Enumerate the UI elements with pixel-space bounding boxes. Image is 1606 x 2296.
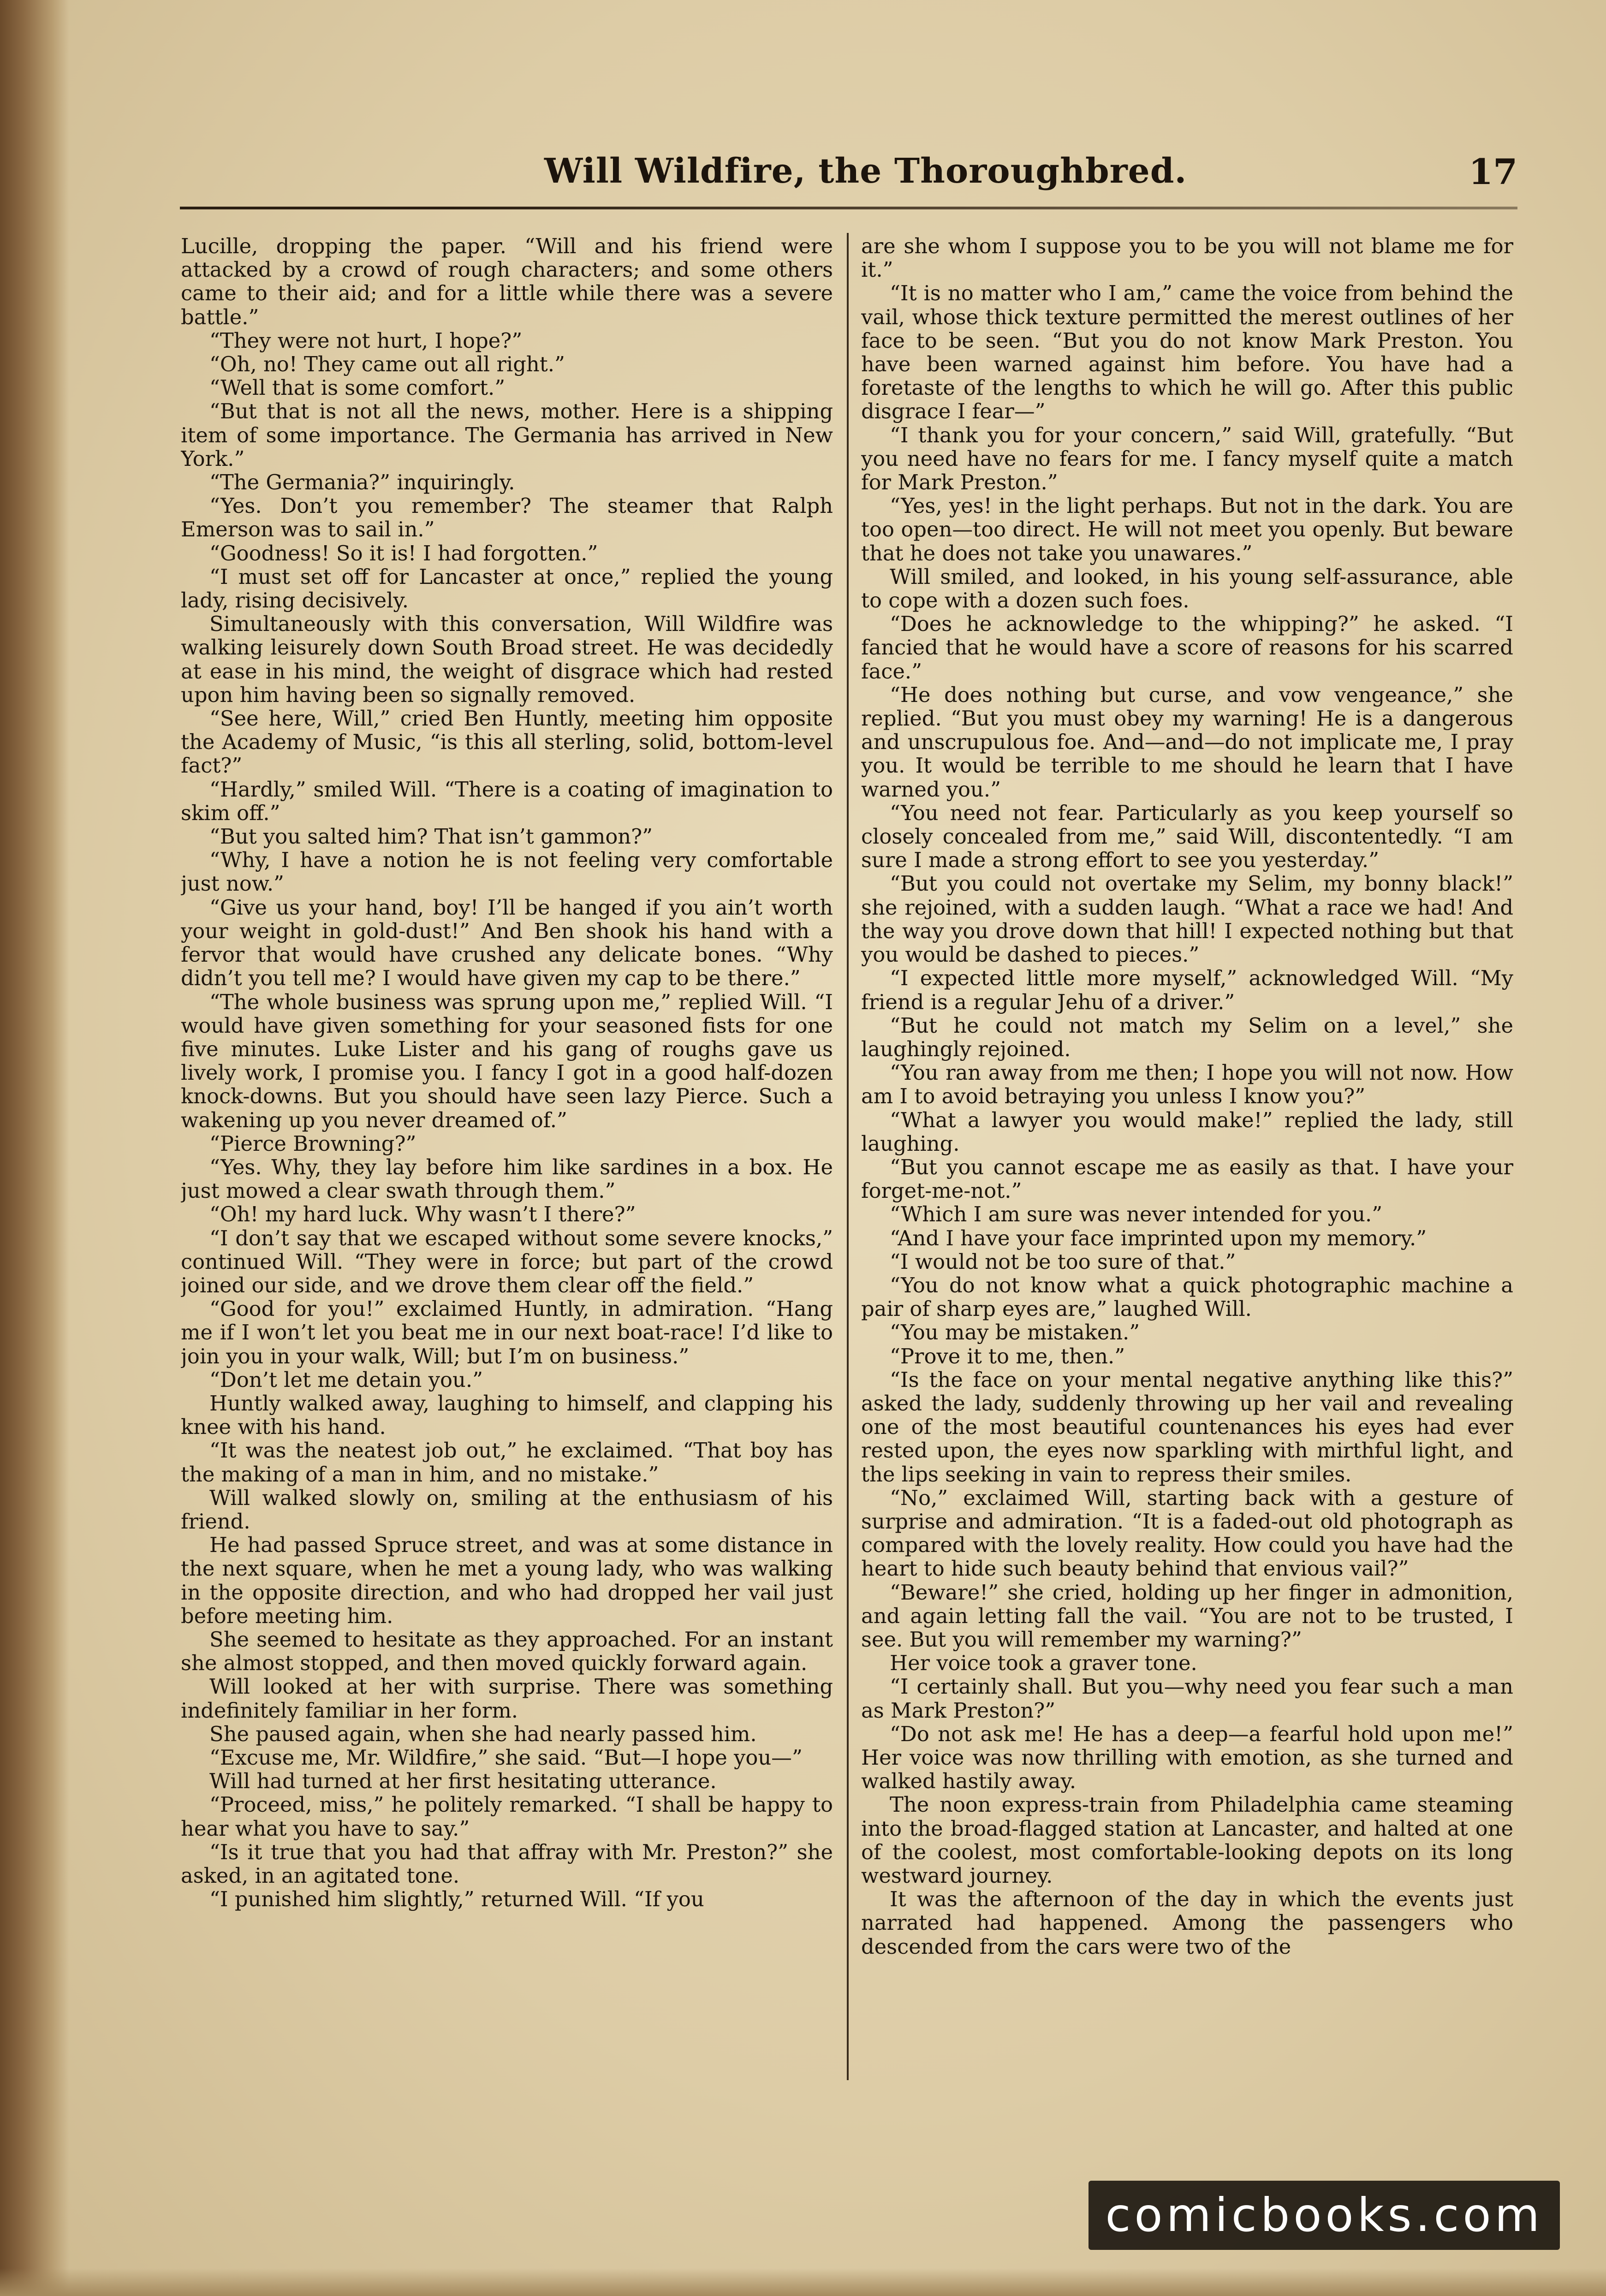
paragraph: “Don’t let me detain you.”: [209, 1367, 483, 1392]
paragraph: “I would not be too sure of that.”: [890, 1249, 1236, 1274]
paragraph: “You need not fear. Particularly as you keep yourself so closely concealed from me,” said Will, discontentedly. “I am sure I made a strong effort to see you yesterday.”: [861, 800, 1513, 873]
paragraph: Huntly walked away, laughing to himself, and clapping his knee with his hand.: [181, 1391, 833, 1439]
paragraph: Will had turned at her first hesitating utterance.: [209, 1769, 717, 1794]
paragraph: “Do not ask me! He has a deep—a fearful hold upon me!” Her voice was now thrilling with emotion, as she turned and walked hastily away.: [861, 1721, 1513, 1794]
paragraph: “Oh, no! They came out all right.”: [209, 352, 565, 377]
site-watermark: comicbooks.com: [1089, 2181, 1560, 2250]
paragraph: “I thank you for your concern,” said Will, gratefully. “But you need have no fears for me. I fancy myself quite a match for Mark Preston.”: [861, 422, 1513, 495]
paragraph: The noon express-train from Philadelphia came steaming into the broad-flagged station at Lancaster, and halted at one of the coolest, most comfortable-looking depots on its long westward journey.: [861, 1792, 1513, 1888]
paragraph: “But you salted him? That isn’t gammon?”: [209, 824, 653, 849]
paragraph: “Give us your hand, boy! I’ll be hanged if you ain’t worth your weight in gold-dust!” And Ben shook his hand with a fervor that would have crushed any delicate bones. “Why didn’t you tell me? I would have given my cap to be there.”: [181, 895, 833, 991]
paragraph: “But that is not all the news, mother. Here is a shipping item of some importance. The Germania has arrived in New York.”: [181, 399, 833, 471]
paragraph: “I certainly shall. But you—why need you fear such a man as Mark Preston?”: [861, 1674, 1513, 1723]
paragraph: “Pierce Browning?”: [209, 1131, 416, 1156]
paragraph: It was the afternoon of the day in which the events just narrated had happened. Among the passengers who descended from the cars were two of the: [861, 1887, 1513, 1959]
paragraph: “I don’t say that we escaped without some severe knocks,” continued Will. “They were in force; but part of the crowd joined our side, and we drove them clear off the field.”: [181, 1225, 833, 1297]
paragraph: “Well that is some comfort.”: [209, 375, 506, 400]
paragraph: “Which I am sure was never intended for you.”: [890, 1202, 1383, 1227]
paragraph: “Beware!” she cried, holding up her finger in admonition, and again letting fall the vail. “You are not to be trusted, I see. But you will remember my warning?”: [861, 1580, 1513, 1652]
paragraph: “You do not know what a quick photographic machine a pair of sharp eyes are,” laughed Will.: [861, 1273, 1513, 1321]
paragraph: “Yes, yes! in the light perhaps. But not in the dark. You are too open—too direct. He will not meet you openly. But beware that he does not take you unawares.”: [861, 494, 1513, 565]
paragraph: “It is no matter who I am,” came the voice from behind the vail, whose thick texture permitted the merest outlines of her face to be seen. “But you do not know Mark Preston. You have been warned against him before. You have had a foretaste of the lengths to which he will go. After this public disgrace I fear—”: [861, 281, 1513, 424]
paragraph: “Is the face on your mental negative anything like this?” asked the lady, suddenly throwing up her vail and revealing one of the most beautiful countenances his eyes had ever rested upon, the eyes now sparkling with mirthful light, and the lips seeking in vain to repress their smiles.: [861, 1367, 1513, 1487]
page-number: 17: [1469, 151, 1517, 192]
paragraph: “I punished him slightly,” returned Will. “If you: [209, 1887, 704, 1912]
paragraph: “I must set off for Lancaster at once,” replied the young lady, rising decisively.: [181, 564, 833, 613]
paragraph: She paused again, when she had nearly passed him.: [209, 1721, 757, 1746]
header-rule: [180, 207, 1517, 209]
paragraph: “The whole business was sprung upon me,” replied Will. “I would have given something for your seasoned fists for one five minutes. Luke Lister and his gang of roughs gave us lively work, I promise you. I fancy I got in a good half-dozen knock-downs. But you should have seen lazy Pierce. Such a wakening up you never dreamed of.”: [181, 989, 833, 1132]
paragraph: “But he could not match my Selim on a level,” she laughingly rejoined.: [861, 1013, 1513, 1061]
paragraph: “Hardly,” smiled Will. “There is a coating of imagination to skim off.”: [181, 777, 833, 825]
paragraph: “No,” exclaimed Will, starting back with a gesture of surprise and admiration. “It is a faded-out old photograph as compared with the lovely reality. How could you have had the heart to hide such beauty behind that envious vail?”: [861, 1485, 1513, 1581]
paragraph: Her voice took a graver tone.: [890, 1651, 1197, 1676]
paragraph: “You may be mistaken.”: [890, 1320, 1140, 1345]
paragraph: Lucille, dropping the paper. “Will and his friend were attacked by a crowd of rough characters; and some others came to their aid; and for a little while there was a severe battle.”: [181, 234, 833, 329]
column-divider: [847, 233, 849, 2080]
paragraph: Will smiled, and looked, in his young self-assurance, able to cope with a dozen such foes.: [861, 564, 1513, 613]
paragraph: “And I have your face imprinted upon my memory.”: [890, 1225, 1427, 1250]
paragraph: She seemed to hesitate as they approached. For an instant she almost stopped, and then moved quickly forward again.: [181, 1627, 833, 1676]
paragraph: “What a lawyer you would make!” replied the lady, still laughing.: [861, 1107, 1513, 1156]
paragraph: “Good for you!” exclaimed Huntly, in admiration. “Hang me if I won’t let you beat me in our next boat-race! I’d like to join you in your walk, Will; but I’m on business.”: [181, 1297, 833, 1368]
paragraph: “Yes. Don’t you remember? The steamer that Ralph Emerson was to sail in.”: [181, 494, 833, 542]
binding-gutter: [0, 0, 69, 2296]
paragraph: “The Germania?” inquiringly.: [209, 470, 515, 495]
paragraph: “Proceed, miss,” he politely remarked. “I shall be happy to hear what you have to say.”: [181, 1792, 833, 1841]
page-bottom-edge: [0, 2268, 1606, 2296]
paragraph: “Excuse me, Mr. Wildfire,” she said. “But—I hope you—”: [209, 1745, 803, 1770]
paragraph: “He does nothing but curse, and vow vengeance,” she replied. “But you must obey my warning! He is a dangerous and unscrupulous foe. And—and—do not implicate me, I pray you. It would be terrible to me should he learn that I have warned you.”: [861, 682, 1513, 802]
left-text-column: [181, 234, 833, 2107]
paragraph: “You ran away from me then; I hope you will not now. How am I to avoid betraying you unless I know you?”: [861, 1060, 1513, 1109]
page-title: Will Wildfire, the Thoroughbred.: [544, 151, 1187, 191]
paragraph: “But you cannot escape me as easily as that. I have your forget-me-not.”: [861, 1154, 1513, 1203]
paragraph: “See here, Will,” cried Ben Huntly, meeting him opposite the Academy of Music, “is this all sterling, solid, bottom-level fact?”: [181, 706, 833, 778]
right-text-column: [861, 234, 1513, 2107]
running-header: [180, 148, 1517, 208]
paragraph: are she whom I suppose you to be you will not blame me for it.”: [861, 234, 1513, 282]
paragraph: “But you could not overtake my Selim, my bonny black!” she rejoined, with a sudden laugh. “What a race we had! And the way you drove down that hill! I expected nothing but that you would be dashed to pieces.”: [861, 871, 1513, 967]
paragraph: “I expected little more myself,” acknowledged Will. “My friend is a regular Jehu of a driver.”: [861, 966, 1513, 1014]
paragraph: “Goodness! So it is! I had forgotten.”: [209, 541, 598, 565]
paragraph: Will walked slowly on, smiling at the enthusiasm of his friend.: [181, 1485, 833, 1534]
paragraph: “Is it true that you had that affray with Mr. Preston?” she asked, in an agitated tone.: [181, 1839, 833, 1888]
paragraph: Will looked at her with surprise. There was something indefinitely familiar in her form.: [181, 1674, 833, 1723]
paragraph: “Why, I have a notion he is not feeling very comfortable just now.”: [181, 848, 833, 896]
paragraph: “Yes. Why, they lay before him like sardines in a box. He just mowed a clear swath through them.”: [181, 1154, 833, 1203]
paragraph: “Prove it to me, then.”: [890, 1344, 1125, 1368]
paragraph: “Oh! my hard luck. Why wasn’t I there?”: [209, 1202, 636, 1227]
paragraph: He had passed Spruce street, and was at some distance in the next square, when he met a young lady, who was walking in the opposite direction, and who had dropped her vail just before meeting him.: [181, 1533, 833, 1628]
paragraph: Simultaneously with this conversation, Will Wildfire was walking leisurely down South Broad street. He was decidedly at ease in his mind, the weight of disgrace which had rested upon him having been so signally removed.: [181, 612, 833, 707]
paragraph: “They were not hurt, I hope?”: [209, 328, 523, 353]
paragraph: “Does he acknowledge to the whipping?” he asked. “I fancied that he would have a score of reasons for his scarred face.”: [861, 612, 1513, 684]
paragraph: “It was the neatest job out,” he exclaimed. “That boy has the making of a man in him, and no mistake.”: [181, 1438, 833, 1487]
